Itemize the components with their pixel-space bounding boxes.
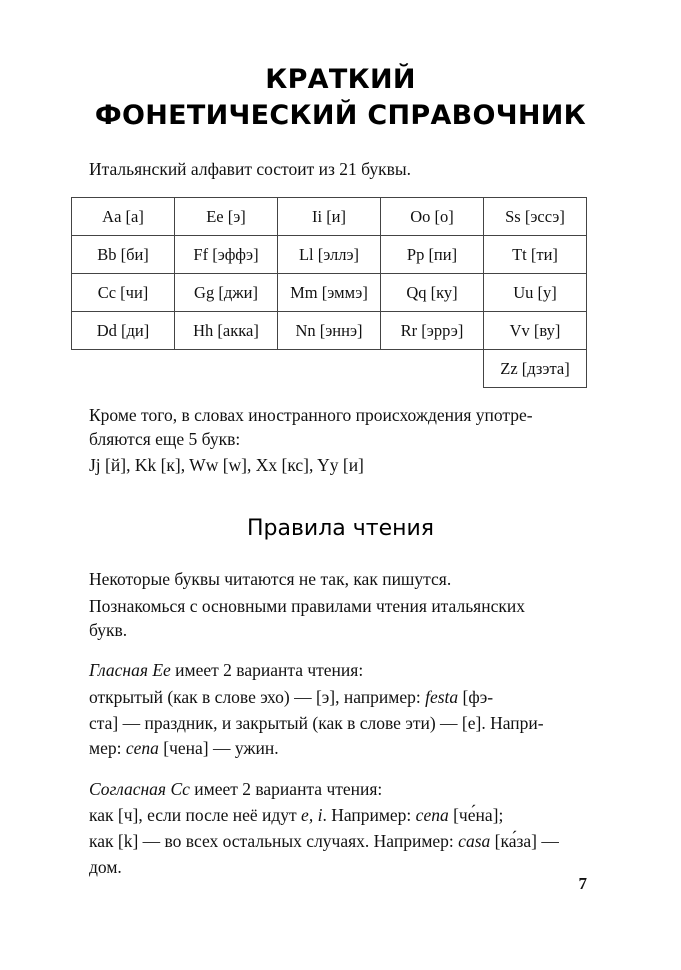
extra-letters-line-1: Кроме того, в словах иностранного происхождения употре- [89, 405, 533, 425]
vowel-e-heading: Гласная Ee имеет 2 варианта чтения: [89, 660, 364, 680]
extra-letters-line-2: бляются еще 5 букв: [89, 429, 241, 449]
page-title [0, 62, 681, 134]
alphabet-cell-empty [278, 350, 381, 388]
alphabet-row [72, 312, 587, 350]
alphabet-cell: Rr [эррэ] [381, 312, 484, 350]
rules-intro-line-2: Познакомься с основными правилами чтения итальянских [89, 596, 525, 616]
alphabet-cell: Ll [эллэ] [278, 236, 381, 274]
vowel-e-line-2: открытый (как в слове эхо) — [э], например: festa [фэ- [89, 687, 494, 707]
consonant-c-line-3: как [k] — во всех остальных случаях. Например: casa [ка́за] — [89, 831, 559, 851]
vowel-e-line-4: мер: cena [чена] — ужин. [89, 738, 279, 758]
alphabet-cell: Vv [ву] [484, 312, 587, 350]
alphabet-cell: Pp [пи] [381, 236, 484, 274]
alphabet-row [72, 274, 587, 312]
page-number: 7 [578, 874, 587, 893]
alphabet-cell: Nn [эннэ] [278, 312, 381, 350]
alphabet-cell: Tt [ти] [484, 236, 587, 274]
alphabet-table [71, 197, 587, 388]
alphabet-cell: Oo [о] [381, 198, 484, 236]
alphabet-cell-empty [381, 350, 484, 388]
alphabet-cell: Qq [ку] [381, 274, 484, 312]
title-line-1: КРАТКИЙ [265, 64, 416, 95]
alphabet-cell-empty [72, 350, 175, 388]
rules-intro-line-1: Некоторые буквы читаются не так, как пишутся. [89, 569, 452, 589]
alphabet-cell: Bb [би] [72, 236, 175, 274]
alphabet-cell: Zz [дзэта] [484, 350, 587, 388]
alphabet-cell: Cc [чи] [72, 274, 175, 312]
consonant-c-line-2: как [ч], если после неё идут e, i. Например: cena [че́на]; [89, 805, 504, 825]
alphabet-row [72, 198, 587, 236]
vowel-e-line-3: ста] — праздник, и закрытый (как в слове эти) — [е]. Напри- [89, 713, 544, 733]
alphabet-cell-empty [175, 350, 278, 388]
consonant-c-line-4: дом. [89, 857, 122, 877]
title-line-2: ФОНЕТИЧЕСКИЙ СПРАВОЧНИК [94, 100, 587, 131]
alphabet-cell: Aa [а] [72, 198, 175, 236]
alphabet-cell: Gg [джи] [175, 274, 278, 312]
extra-letters-list: Jj [й], Kk [к], Ww [w], Xx [кс], Yy [и] [89, 455, 364, 475]
alphabet-cell: Hh [акка] [175, 312, 278, 350]
alphabet-intro: Итальянский алфавит состоит из 21 буквы. [89, 159, 412, 179]
alphabet-cell: Ss [эссэ] [484, 198, 587, 236]
rules-intro-line-3: букв. [89, 620, 128, 640]
alphabet-cell: Ee [э] [175, 198, 278, 236]
rules-heading: Правила чтения [246, 516, 435, 541]
alphabet-row [72, 350, 587, 388]
alphabet-cell: Ff [эффэ] [175, 236, 278, 274]
alphabet-cell: Uu [у] [484, 274, 587, 312]
alphabet-cell: Dd [ди] [72, 312, 175, 350]
alphabet-cell: Mm [эммэ] [278, 274, 381, 312]
alphabet-row [72, 236, 587, 274]
alphabet-cell: Ii [и] [278, 198, 381, 236]
consonant-c-heading: Согласная Cc имеет 2 варианта чтения: [89, 779, 383, 799]
